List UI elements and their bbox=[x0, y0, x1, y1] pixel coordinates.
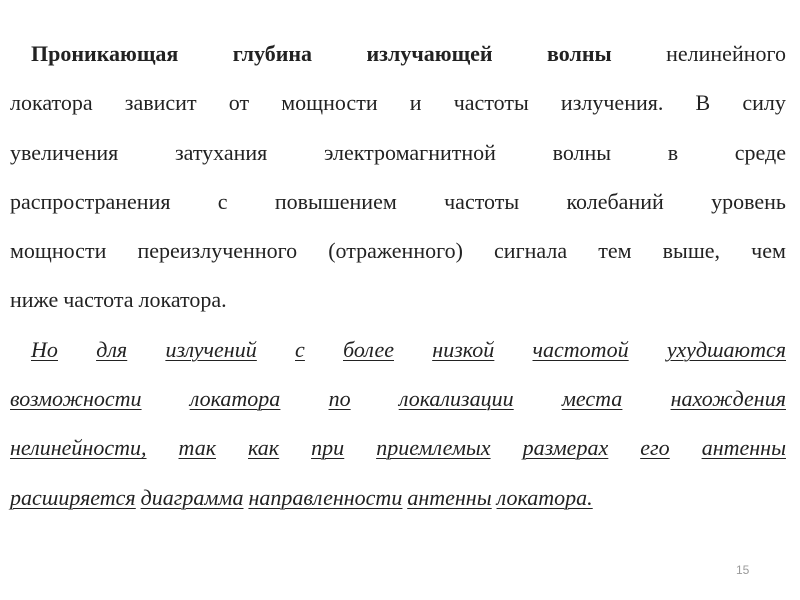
word: как bbox=[248, 435, 280, 461]
word: его bbox=[640, 435, 670, 461]
word: приемлемых bbox=[376, 435, 491, 461]
paragraph1-line-1 bbox=[10, 29, 786, 78]
word: возможности bbox=[10, 386, 142, 412]
word: с bbox=[217, 188, 228, 214]
word: излучения. bbox=[560, 90, 664, 116]
paragraph1-line-4 bbox=[10, 177, 786, 226]
word: электромагнитной bbox=[323, 139, 496, 165]
word: излучающей bbox=[366, 41, 493, 66]
word: чем bbox=[751, 238, 786, 264]
word: так bbox=[178, 435, 216, 461]
word: зависит bbox=[124, 90, 197, 116]
word: волны bbox=[547, 41, 612, 66]
word: излучений bbox=[165, 336, 257, 362]
word: антенны bbox=[407, 484, 492, 510]
word: для bbox=[96, 336, 128, 362]
word: с bbox=[295, 336, 305, 362]
word: среде bbox=[734, 139, 786, 165]
word: глубина bbox=[232, 41, 313, 66]
word: мощности bbox=[281, 90, 378, 116]
word: при bbox=[311, 435, 345, 461]
paragraph1-line-6 bbox=[10, 275, 786, 324]
text-block bbox=[10, 29, 786, 522]
word: места bbox=[561, 386, 623, 412]
word: распространения bbox=[10, 188, 171, 214]
word: от bbox=[228, 90, 250, 116]
paragraph1-line-2 bbox=[10, 78, 786, 127]
paragraph1-line-3 bbox=[10, 128, 786, 177]
word: и bbox=[409, 90, 422, 116]
word: низкой bbox=[432, 336, 495, 362]
word: Проникающая bbox=[31, 41, 179, 66]
word: в bbox=[667, 139, 679, 165]
word: локатора. bbox=[138, 287, 227, 313]
word: диаграмма bbox=[140, 484, 244, 510]
paragraph1-line-5 bbox=[10, 226, 786, 275]
word: частота bbox=[63, 287, 134, 313]
word: силу bbox=[742, 90, 786, 116]
paragraph2-line-4 bbox=[10, 473, 786, 522]
word: нахождения bbox=[670, 386, 786, 412]
word: уровень bbox=[711, 188, 786, 214]
word: более bbox=[343, 336, 394, 362]
word: увеличения bbox=[10, 139, 119, 165]
word: нелинейного bbox=[666, 41, 786, 66]
word: локатора bbox=[189, 386, 281, 412]
word: тем bbox=[598, 238, 632, 264]
word: локатора bbox=[10, 90, 93, 116]
word: частотой bbox=[532, 336, 629, 362]
page-number: 15 bbox=[736, 563, 750, 577]
word: по bbox=[328, 386, 351, 412]
word: нелинейности, bbox=[10, 435, 147, 461]
word: затухания bbox=[174, 139, 268, 165]
word: ухудшаются bbox=[666, 336, 786, 362]
paragraph2-line-2 bbox=[10, 374, 786, 423]
word: мощности bbox=[10, 238, 107, 264]
word: направленности bbox=[248, 484, 403, 510]
paragraph2-line-3 bbox=[10, 423, 786, 472]
word: локатора. bbox=[496, 484, 593, 510]
paragraph2-line-1 bbox=[10, 325, 786, 374]
word: антенны bbox=[701, 435, 786, 461]
word: размерах bbox=[522, 435, 609, 461]
word: ниже bbox=[10, 287, 59, 313]
word: частоты bbox=[444, 188, 520, 214]
word: выше, bbox=[662, 238, 721, 264]
word: колебаний bbox=[566, 188, 664, 214]
word: В bbox=[695, 90, 711, 116]
word: (отраженного) bbox=[328, 238, 463, 264]
word: локализации bbox=[398, 386, 514, 412]
word: сигнала bbox=[494, 238, 568, 264]
word: расширяется bbox=[10, 484, 136, 510]
word: частоты bbox=[453, 90, 529, 116]
word: повышением bbox=[274, 188, 397, 214]
word: волны bbox=[552, 139, 612, 165]
word: переизлученного bbox=[137, 238, 298, 264]
word: Но bbox=[31, 336, 58, 362]
